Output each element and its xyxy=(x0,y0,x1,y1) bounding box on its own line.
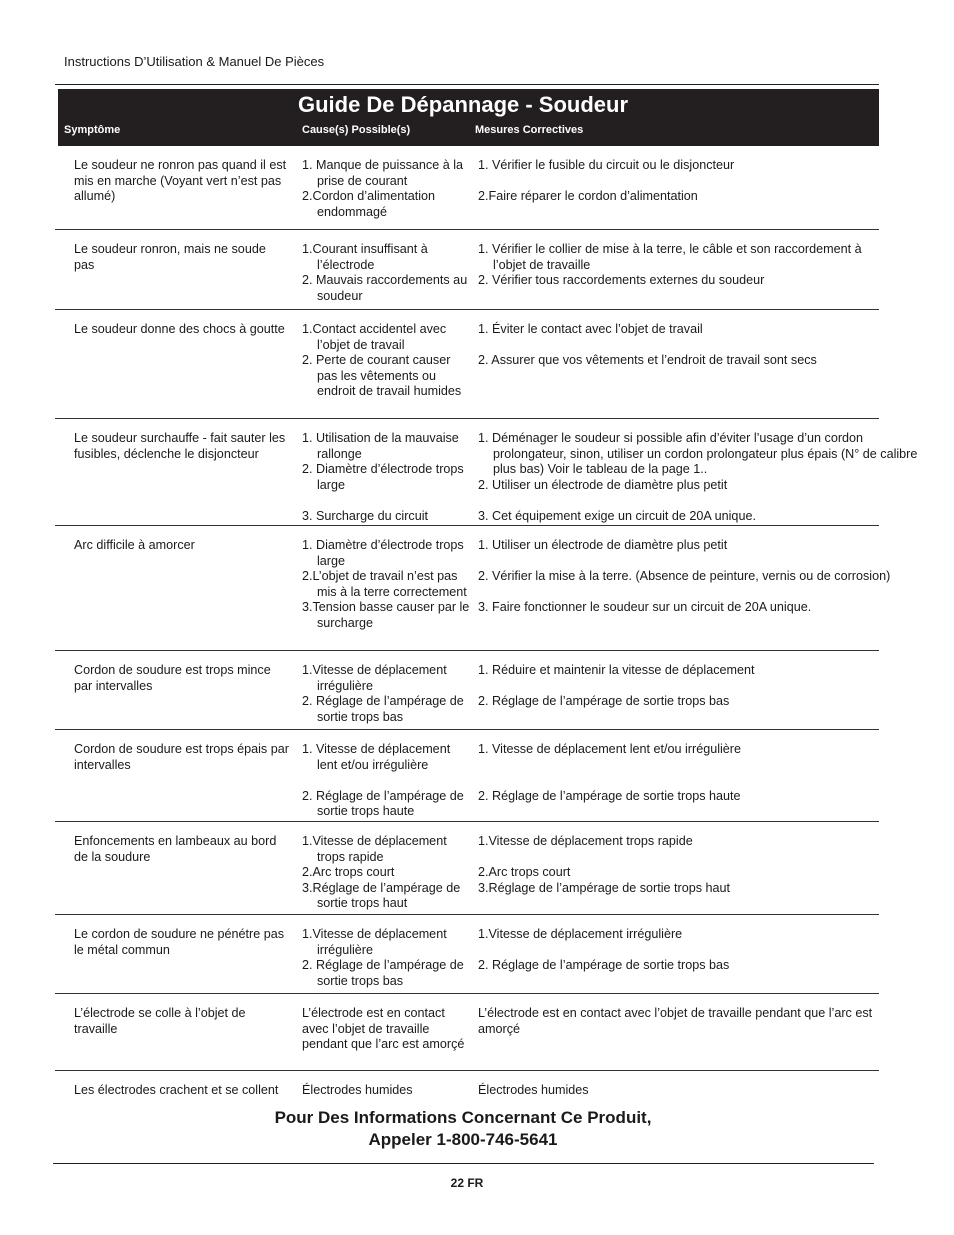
page-number: 22 FR xyxy=(450,1176,484,1190)
cause-item: 1.Vitesse de déplacement trops rapide xyxy=(302,834,447,864)
remedy-cell xyxy=(478,1006,896,1037)
column-header-causes: Cause(s) Possible(s) xyxy=(302,124,411,136)
cause-item: Électrodes humides xyxy=(302,1083,413,1097)
product-info-note xyxy=(0,1107,926,1151)
remedy-item: 1.Vitesse de déplacement irrégulière xyxy=(478,927,683,941)
remedy-cell xyxy=(478,322,896,369)
cause-cell xyxy=(302,1083,472,1099)
remedy-cell xyxy=(478,1083,896,1099)
remedy-cell xyxy=(478,538,896,616)
cause-item: 2. Mauvais raccordements au soudeur xyxy=(302,273,468,303)
cause-item: 2. Réglage de l’ampérage de sortie trops haute xyxy=(302,788,464,819)
cause-item: 2. Diamètre d’électrode trops large xyxy=(302,462,464,492)
cause-cell xyxy=(302,742,472,820)
remedy-cell xyxy=(478,431,918,525)
table-row xyxy=(55,146,879,230)
cause-item: 1. Diamètre d’électrode trops large xyxy=(302,538,464,568)
cause-item: 1.Vitesse de déplacement irrégulière xyxy=(302,927,447,957)
remedy-item: 3. Cet équipement exige un circuit de 20A unique. xyxy=(478,508,756,523)
remedy-item: 1. Vérifier le fusible du circuit ou le disjoncteur xyxy=(478,158,735,172)
remedy-item: 1. Vitesse de déplacement lent et/ou irrégulière xyxy=(478,742,741,756)
symptom-cell: Cordon de soudure est trops épais par intervalles xyxy=(74,742,289,772)
remedy-item: 2.Arc trops court xyxy=(478,865,571,880)
cause-cell xyxy=(302,242,472,304)
table-title-band xyxy=(58,89,879,146)
cause-item: 2.L’objet de travail n’est pas mis à la terre correctement xyxy=(302,569,467,599)
remedy-item: 2. Réglage de l’ampérage de sortie trops haute xyxy=(478,788,741,803)
cause-item: 2. Réglage de l’ampérage de sortie trops bas xyxy=(302,694,464,724)
remedy-item: 2. Réglage de l’ampérage de sortie trops bas xyxy=(478,694,730,709)
symptom-cell: Le soudeur ne ronron pas quand il est mis en marche (Voyant vert n’est pas allumé) xyxy=(74,158,287,204)
cause-item: 2.Cordon d’alimentation endommagé xyxy=(302,189,436,219)
footer-rule xyxy=(53,1163,874,1164)
cause-item: 1. Vitesse de déplacement lent et/ou irrégulière xyxy=(302,742,451,772)
remedy-item: 3.Réglage de l’ampérage de sortie trops haut xyxy=(478,880,731,895)
remedy-cell xyxy=(478,158,896,205)
remedy-cell xyxy=(478,927,896,974)
symptom-cell: Cordon de soudure est trops mince par intervalles xyxy=(74,663,271,693)
cause-item: 2. Perte de courant causer pas les vêtements ou endroit de travail humides xyxy=(302,353,462,399)
product-info-line: Pour Des Informations Concernant Ce Produit, xyxy=(274,1108,652,1127)
symptom-cell: L’électrode se colle à l’objet de travaille xyxy=(74,1006,246,1036)
column-header-remedies: Mesures Correctives xyxy=(475,124,584,136)
symptom-cell: Enfoncements en lambeaux au bord de la soudure xyxy=(74,834,277,864)
cause-cell xyxy=(302,1006,472,1053)
symptom-cell: Le soudeur donne des chocs à goutte xyxy=(74,322,285,336)
remedy-item: 2.Faire réparer le cordon d’alimentation xyxy=(478,189,698,204)
remedy-item: 2. Vérifier la mise à la terre. (Absence de peinture, vernis ou de corrosion) xyxy=(478,569,891,584)
cause-item: 3. Surcharge du circuit xyxy=(302,508,428,523)
remedy-cell xyxy=(478,242,896,289)
remedy-item: 1.Vitesse de déplacement trops rapide xyxy=(478,834,693,848)
remedy-item: 3. Faire fonctionner le soudeur sur un circuit de 20A unique. xyxy=(478,600,812,615)
remedy-item: 1. Utiliser un électrode de diamètre plus petit xyxy=(478,538,728,552)
symptom-cell: Les électrodes crachent et se collent xyxy=(74,1083,279,1097)
table-row xyxy=(55,230,879,310)
remedy-item: 1. Vérifier le collier de mise à la terre, le câble et son raccordement à l’objet de travaille xyxy=(478,242,862,272)
cause-item: 1.Contact accidentel avec l’objet de travail xyxy=(302,322,447,352)
table-row xyxy=(55,651,879,730)
remedy-item: 2. Vérifier tous raccordements externes du soudeur xyxy=(478,273,765,288)
cause-item: 1. Manque de puissance à la prise de courant xyxy=(302,158,464,188)
remedy-item: 1. Éviter le contact avec l’objet de travail xyxy=(478,322,703,336)
table-row xyxy=(55,730,879,822)
remedy-item: L’électrode est en contact avec l’objet de travaille pendant que l’arc est amorçé xyxy=(478,1006,873,1036)
table-row xyxy=(55,822,879,915)
remedy-item: Électrodes humides xyxy=(478,1083,589,1097)
cause-cell xyxy=(302,322,472,400)
remedy-cell xyxy=(478,663,896,710)
symptom-cell: Le soudeur surchauffe - fait sauter les fusibles, déclenche le disjoncteur xyxy=(74,431,286,461)
remedy-item: 2. Utiliser un électrode de diamètre plus petit xyxy=(478,477,728,492)
table-row xyxy=(55,915,879,994)
cause-cell xyxy=(302,927,472,989)
remedy-item: 2. Réglage de l’ampérage de sortie trops bas xyxy=(478,958,730,973)
cause-item: 1.Courant insuffisant à l’électrode xyxy=(302,242,428,272)
remedy-cell xyxy=(478,742,896,804)
symptom-cell: Le cordon de soudure ne pénétre pas le métal commun xyxy=(74,927,285,957)
cause-item: 2.Arc trops court xyxy=(302,865,395,880)
product-phone-line: Appeler 1-800-746-5641 xyxy=(368,1130,558,1149)
table-row xyxy=(55,310,879,419)
remedy-item: 2. Assurer que vos vêtements et l’endroit de travail sont secs xyxy=(478,353,817,368)
table-row xyxy=(55,1071,879,1111)
cause-item: 3.Réglage de l’ampérage de sortie trops haut xyxy=(302,880,461,911)
symptom-cell: Arc difficile à amorcer xyxy=(74,538,195,552)
cause-cell xyxy=(302,538,472,632)
header-rule xyxy=(55,84,879,85)
remedy-cell xyxy=(478,834,896,896)
cause-item: 1.Vitesse de déplacement irrégulière xyxy=(302,663,447,693)
table-row xyxy=(55,526,891,651)
cause-item: 3.Tension basse causer par le surcharge xyxy=(302,600,470,630)
table-title: Guide De Dépannage - Soudeur xyxy=(297,92,629,117)
running-header: Instructions D’Utilisation & Manuel De Pièces xyxy=(64,54,325,69)
cause-cell xyxy=(302,158,472,220)
table-row xyxy=(55,994,879,1071)
remedy-item: 1. Réduire et maintenir la vitesse de déplacement xyxy=(478,663,755,677)
cause-item: 2. Réglage de l’ampérage de sortie trops bas xyxy=(302,958,464,988)
remedy-item: 1. Déménager le soudeur si possible afin d’éviter l’usage d’un cordon prolongateur, sinon, utiliser un cordon prolongateur plus épais (N° de calibre plus bas) Voir le tableau de la page 1.. xyxy=(478,431,918,477)
column-header-symptom: Symptôme xyxy=(64,124,121,136)
table-row xyxy=(55,419,918,526)
cause-item: 1. Utilisation de la mauvaise rallonge xyxy=(302,431,459,461)
cause-cell xyxy=(302,834,472,912)
cause-cell xyxy=(302,663,472,725)
symptom-cell: Le soudeur ronron, mais ne soude pas xyxy=(74,242,266,272)
cause-cell xyxy=(302,431,472,525)
cause-item: L’électrode est en contact avec l’objet de travaille pendant que l’arc est amorçé xyxy=(302,1006,465,1052)
